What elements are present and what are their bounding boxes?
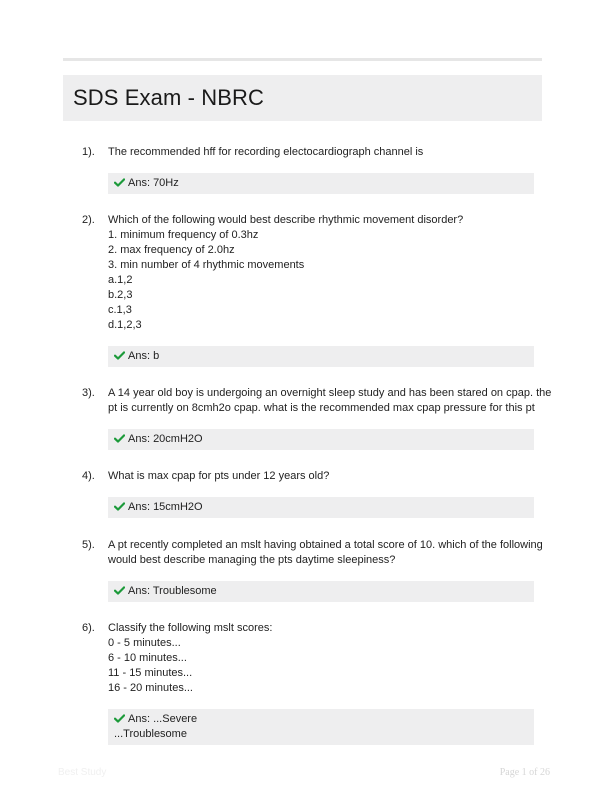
footer-watermark: Best Study	[58, 767, 107, 778]
check-icon	[114, 714, 125, 723]
question-number: 4).	[82, 470, 95, 482]
title-bar	[63, 75, 542, 121]
question-6	[82, 621, 534, 745]
question-text: would best describe managing the pts daytime sleepiness?	[108, 554, 396, 566]
check-icon	[114, 178, 125, 187]
page-title: SDS Exam - NBRC	[73, 85, 264, 110]
answer-text: Ans: 20cmH2O	[128, 433, 203, 445]
check-icon	[114, 502, 125, 511]
question-1	[82, 145, 534, 194]
question-5	[82, 538, 543, 602]
question-number: 5).	[82, 539, 95, 551]
question-3	[82, 386, 552, 450]
question-4	[82, 469, 534, 518]
answer-box	[108, 346, 534, 367]
answer-text: Ans: 15cmH2O	[128, 501, 203, 513]
option-line: a.1,2	[108, 274, 133, 286]
answer-box	[108, 497, 534, 518]
answer-box	[108, 173, 534, 194]
check-icon	[114, 434, 125, 443]
option-line: d.1,2,3	[108, 319, 142, 331]
check-icon	[114, 586, 125, 595]
page-number: Page 1 of 26	[499, 767, 550, 778]
question-number: 3).	[82, 387, 95, 399]
question-2	[82, 213, 534, 367]
answer-box	[108, 581, 534, 602]
question-text: Classify the following mslt scores:	[108, 622, 273, 634]
answer-box	[108, 709, 534, 745]
option-line: 0 - 5 minutes...	[108, 637, 181, 649]
answer-text: Ans: Troublesome	[128, 585, 217, 597]
option-line: c.1,3	[108, 304, 132, 316]
question-text: The recommended hff for recording electocardiograph channel is	[108, 146, 424, 158]
answer-text: Ans: ...Severe	[128, 713, 198, 725]
question-text: pt is currently on 8cmh2o cpap. what is the recommended max cpap pressure for this pt	[108, 402, 535, 414]
top-rule	[63, 58, 542, 61]
question-text: Which of the following would best describe rhythmic movement disorder?	[108, 214, 464, 226]
option-line: b.2,3	[108, 289, 133, 301]
answer-text: Ans: b	[128, 350, 160, 362]
option-line: 1. minimum frequency of 0.3hz	[108, 229, 259, 241]
question-text: What is max cpap for pts under 12 years old?	[108, 470, 330, 482]
question-number: 2).	[82, 214, 95, 226]
answer-text: Ans: 70Hz	[128, 177, 179, 189]
question-text: A 14 year old boy is undergoing an overnight sleep study and has been stared on cpap. the	[108, 387, 552, 399]
question-number: 1).	[82, 146, 95, 158]
option-line: 11 - 15 minutes...	[108, 667, 193, 679]
option-line: 2. max frequency of 2.0hz	[108, 244, 235, 256]
answer-text: ...Troublesome	[114, 728, 187, 740]
option-line: 6 - 10 minutes...	[108, 652, 187, 664]
option-line: 3. min number of 4 rhythmic movements	[108, 259, 305, 271]
option-line: 16 - 20 minutes...	[108, 682, 193, 694]
question-text: A pt recently completed an mslt having obtained a total score of 10. which of the following	[108, 539, 543, 551]
check-icon	[114, 351, 125, 360]
answer-box	[108, 429, 534, 450]
question-number: 6).	[82, 622, 95, 634]
